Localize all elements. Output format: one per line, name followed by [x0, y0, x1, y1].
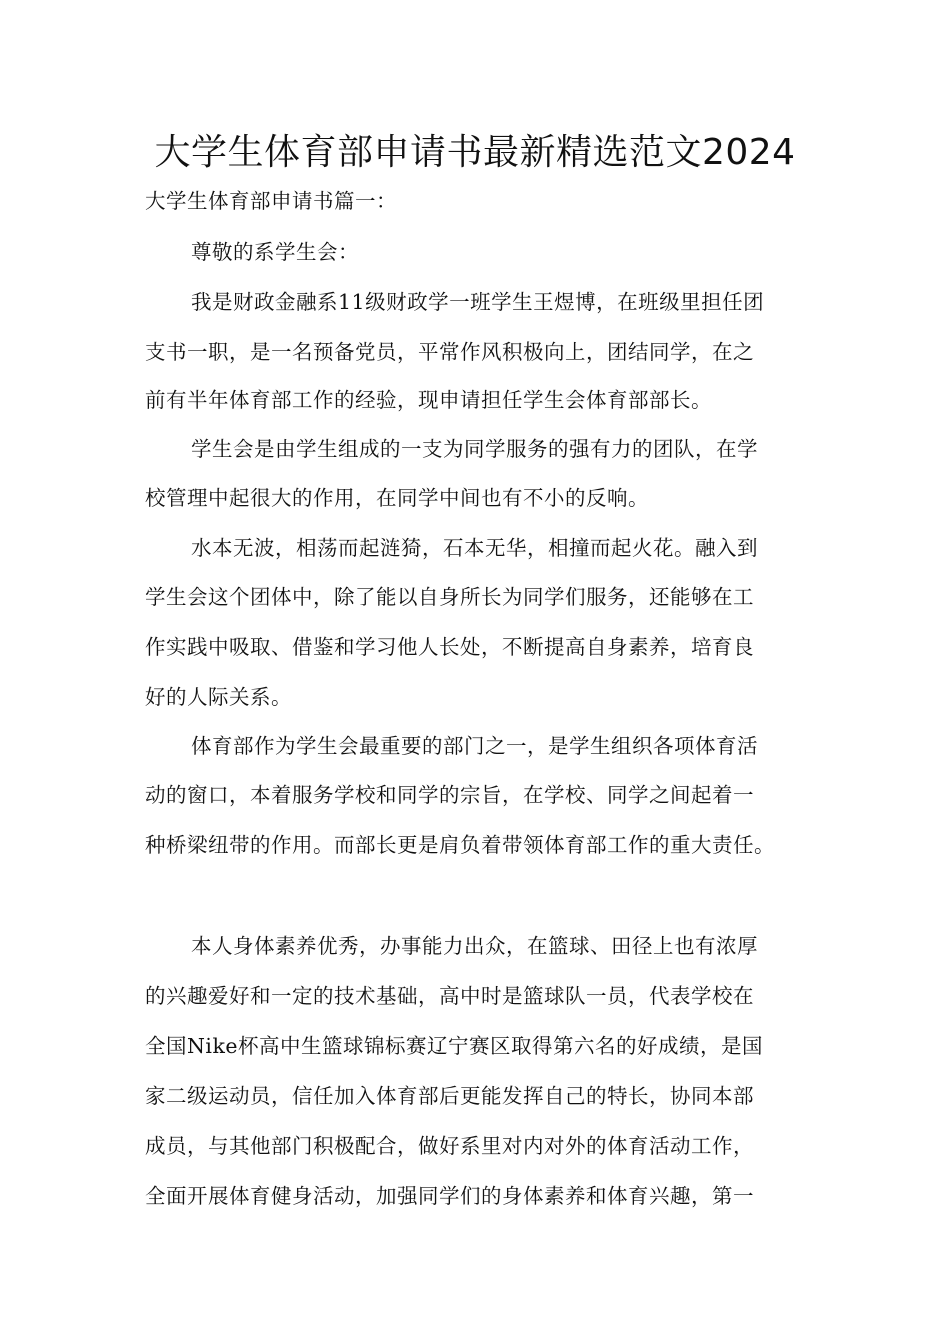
paragraph-line: 我是财政金融系11级财政学一班学生王煜博，在班级里担任团 — [191, 290, 765, 314]
paragraph-line: 水本无波，相荡而起涟猗，石本无华，相撞而起火花。融入到 — [191, 536, 758, 560]
paragraph-line: 的兴趣爱好和一定的技术基础，高中时是篮球队一员，代表学校在 — [145, 984, 754, 1008]
paragraph-line: 动的窗口，本着服务学校和同学的宗旨，在学校、同学之间起着一 — [145, 783, 754, 807]
paragraph-line: 好的人际关系。 — [145, 685, 292, 709]
paragraph-line: 学生会这个团体中，除了能以自身所长为同学们服务，还能够在工 — [145, 585, 754, 609]
salutation: 尊敬的系学生会： — [191, 240, 359, 264]
paragraph-line: 家二级运动员，信任加入体育部后更能发挥自己的特长，协同本部 — [145, 1084, 754, 1108]
paragraph-line: 全面开展体育健身活动，加强同学们的身体素养和体育兴趣，第一 — [145, 1184, 754, 1208]
paragraph-line: 成员，与其他部门积极配合，做好系里对内对外的体育活动工作， — [145, 1134, 754, 1158]
paragraph-line: 校管理中起很大的作用，在同学中间也有不小的反响。 — [145, 486, 649, 510]
paragraph-line: 种桥梁纽带的作用。而部长更是肩负着带领体育部工作的重大责任。 — [145, 833, 775, 857]
paragraph-line: 体育部作为学生会最重要的部门之一，是学生组织各项体育活 — [191, 734, 758, 758]
paragraph-line: 前有半年体育部工作的经验，现申请担任学生会体育部部长。 — [145, 388, 712, 412]
document-title: 大学生体育部申请书最新精选范文2024 — [154, 132, 796, 173]
paragraph-line: 作实践中吸取、借鉴和学习他人长处，不断提高自身素养，培育良 — [145, 635, 754, 659]
paragraph-line: 学生会是由学生组成的一支为同学服务的强有力的团队，在学 — [191, 437, 758, 461]
section-heading: 大学生体育部申请书篇一： — [145, 189, 397, 213]
paragraph-line: 全国Nike杯高中生篮球锦标赛辽宁赛区取得第六名的好成绩，是国 — [145, 1034, 764, 1058]
paragraph-line: 支书一职，是一名预备党员，平常作风积极向上，团结同学，在之 — [145, 340, 754, 364]
paragraph-line: 本人身体素养优秀，办事能力出众，在篮球、田径上也有浓厚 — [191, 934, 758, 958]
